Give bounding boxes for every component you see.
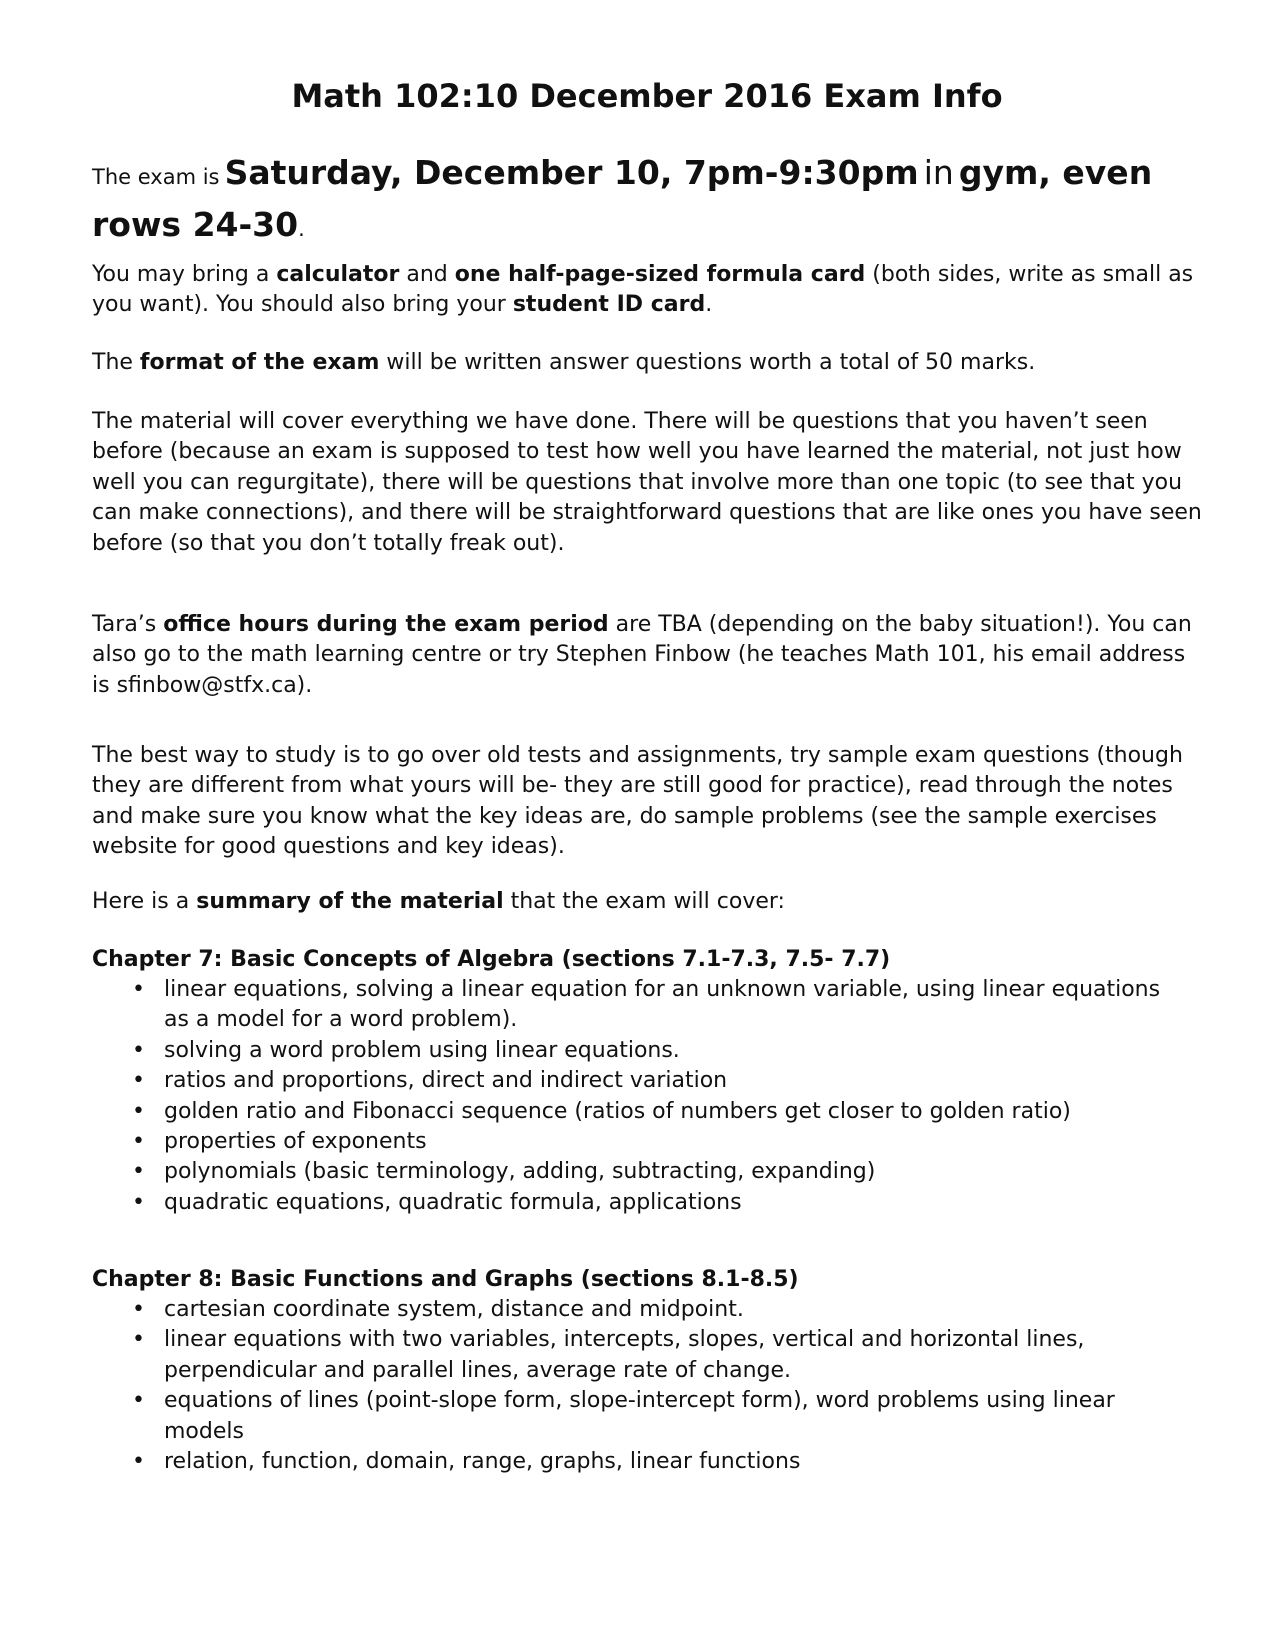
exam-date-location (92, 150, 1202, 254)
bring-text-3: (both sides, write as small as you want). You should also bring your (92, 262, 1194, 318)
office-hours-paragraph (92, 610, 1202, 701)
summary-intro (92, 887, 1202, 917)
chapter-7-topics (92, 975, 1202, 1218)
format-text-1: The (92, 350, 140, 375)
list-item: • linear equations, solving a linear equation for an unknown variable, using linear equations as a model for a word problem). (92, 975, 1164, 1036)
bring-paragraph (92, 260, 1202, 321)
bring-text-4: . (705, 292, 713, 318)
list-item: • linear equations with two variables, intercepts, slopes, vertical and horizontal lines, perpendicular and parallel lines, average rate of change. (92, 1325, 1164, 1386)
format-bold: format of the exam (139, 350, 380, 375)
summary-text-1: Here is a (92, 889, 197, 914)
list-item: • properties of exponents (92, 1127, 1164, 1157)
study-paragraph: The best way to study is to go over old tests and assignments, try sample exam questions (though they are different from what yours will be- they are still good for practice), read through the notes and make sure you know what the key ideas are, do sample problems (see the sample exercises website for good questions and key ideas). (92, 743, 1183, 860)
bring-calculator: calculator (276, 262, 400, 287)
office-bold: office hours during the exam period (163, 612, 609, 637)
list-item: • quadratic equations, quadratic formula, applications (92, 1188, 1164, 1218)
chapter-7-heading: Chapter 7: Basic Concepts of Algebra (sections 7.1-7.3, 7.5- 7.7) (92, 947, 891, 972)
exam-location: gym, even rows 24-30 (92, 153, 1153, 244)
list-item: • polynomials (basic terminology, adding, subtracting, expanding) (92, 1157, 1164, 1187)
bring-text-1: You may bring a (92, 262, 277, 287)
list-item: • equations of lines (point-slope form, slope-intercept form), word problems using linear models (92, 1386, 1164, 1447)
list-item: • cartesian coordinate system, distance and midpoint. (92, 1295, 1164, 1325)
list-item: • ratios and proportions, direct and indirect variation (92, 1066, 1164, 1096)
bring-text-2: and (399, 262, 455, 287)
office-text-2: are TBA (depending on the baby situation!). You can also go to the math learning centre or try Stephen Finbow (he teaches Math 101, his email address is sfinbow@stfx.ca). (92, 612, 1192, 698)
chapter-8-heading: Chapter 8: Basic Functions and Graphs (sections 8.1-8.5) (92, 1267, 799, 1292)
exam-prefix: The exam is (92, 165, 220, 189)
bring-formula-card: one half-page-sized formula card (454, 262, 866, 287)
summary-text-2: that the exam will cover: (503, 889, 785, 914)
list-item: • golden ratio and Fibonacci sequence (ratios of numbers get closer to golden ratio) (92, 1097, 1164, 1127)
summary-bold: summary of the material (196, 889, 504, 914)
page-title: Math 102:10 December 2016 Exam Info (291, 77, 1003, 115)
list-item: • solving a word problem using linear equations. (92, 1036, 1164, 1066)
format-text-2: will be written answer questions worth a total of 50 marks. (379, 350, 1036, 375)
bring-student-id: student ID card (512, 292, 706, 318)
format-paragraph (92, 348, 1202, 378)
chapter-8-topics (92, 1295, 1202, 1477)
exam-in: in (923, 153, 954, 192)
exam-datetime: Saturday, December 10, 7pm-9:30pm (224, 153, 919, 192)
list-item: • relation, function, domain, range, graphs, linear functions (92, 1447, 1164, 1477)
exam-period: . (298, 217, 305, 241)
office-text-1: Tara’s (92, 612, 164, 637)
material-paragraph: The material will cover everything we have done. There will be questions that you haven’t seen before (because an exam is supposed to test how well you have learned the material, not just how well you can regurgitate), there will be questions that involve more than one topic (to see that you can make connections), and there will be straightforward questions that are like ones you have seen before (so that you don’t totally freak out). (92, 409, 1202, 556)
